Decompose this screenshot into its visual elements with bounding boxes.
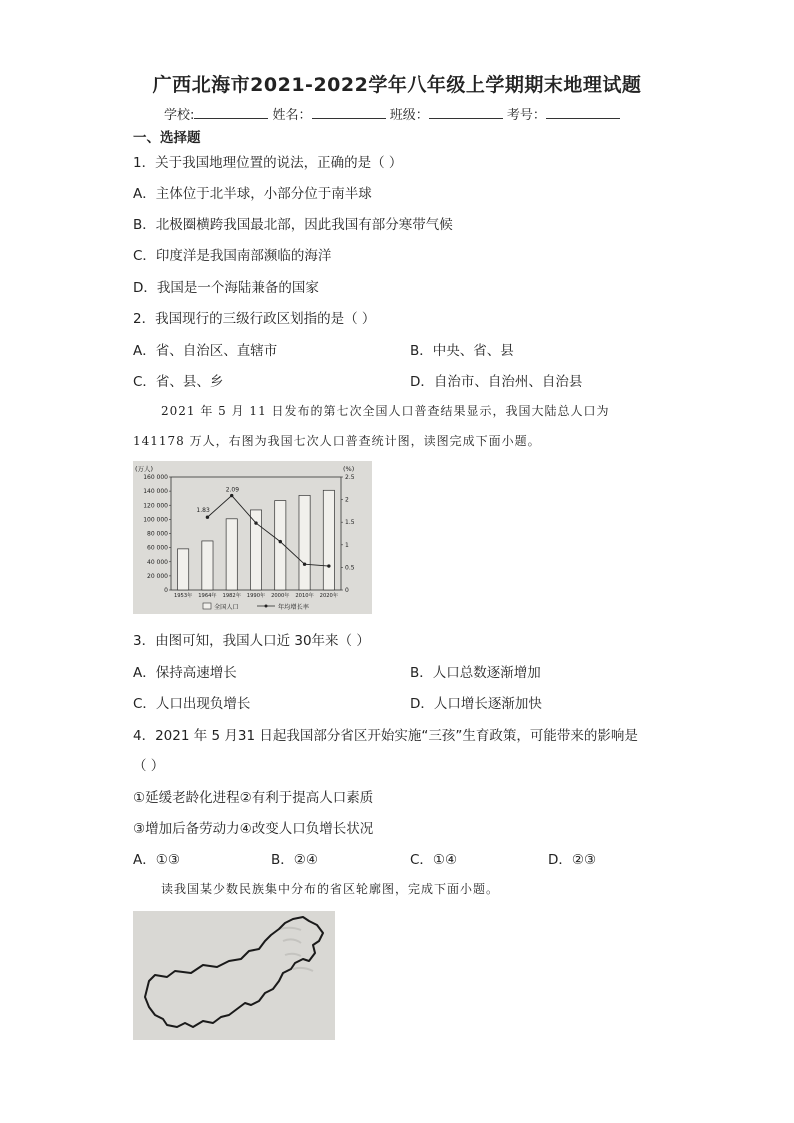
bleed-through-strokes <box>279 928 313 971</box>
q3-option-d[interactable]: D．人口增长逐渐加快 <box>410 696 542 712</box>
y-left-tick-label: 140 000 <box>143 488 168 496</box>
y-right-tick-label: 0.5 <box>345 564 355 572</box>
growth-rate-point <box>206 516 209 519</box>
x-tick-label: 1964年 <box>198 593 217 599</box>
y-left-tick-label: 20 000 <box>147 572 168 580</box>
population-bar <box>323 490 334 590</box>
growth-rate-point <box>254 521 257 524</box>
section-title: 一、选择题 <box>133 130 201 146</box>
q4-option-a[interactable]: A．①③ <box>133 852 180 868</box>
class-label: 班级： <box>389 108 429 123</box>
student-info-line <box>164 104 620 123</box>
name-label: 姓名： <box>272 108 312 123</box>
q4-statements-2: ③增加后备劳动力④改变人口负增长状况 <box>133 821 374 837</box>
y-right-tick-label: 2.5 <box>345 474 355 481</box>
province-outline-map <box>133 911 335 1040</box>
data-label: 1.83 <box>196 507 210 515</box>
y-left-tick-label: 60 000 <box>147 544 168 552</box>
passage1-line2: 141178 万人，右图为我国七次人口普查统计图，读图完成下面小题。 <box>133 434 541 448</box>
class-blank[interactable] <box>429 106 503 119</box>
y-left-tick-label: 100 000 <box>143 516 168 524</box>
legend-label: 年均增长率 <box>278 604 309 611</box>
y-left-tick-label: 160 000 <box>143 474 168 481</box>
q2-option-d[interactable]: D．自治市、自治州、自治县 <box>410 374 583 390</box>
q3-stem: 3．由图可知，我国人口近 30年来（ ） <box>133 633 370 649</box>
y-left-tick-label: 120 000 <box>143 502 168 510</box>
growth-rate-point <box>279 540 282 543</box>
name-blank[interactable] <box>312 106 386 119</box>
y-left-axis-label: (万人) <box>135 465 154 473</box>
q4-option-b[interactable]: B．②④ <box>271 852 318 868</box>
passage1-line1: 2021 年 5 月 11 日发布的第七次全国人口普查结果显示，我国大陆总人口为 <box>161 404 610 418</box>
q3-option-a[interactable]: A．保持高速增长 <box>133 665 237 681</box>
q1-option-c[interactable]: C．印度洋是我国南部濒临的海洋 <box>133 248 332 264</box>
q3-option-c[interactable]: C．人口出现负增长 <box>133 696 251 712</box>
y-left-tick-label: 40 000 <box>147 558 168 566</box>
population-chart <box>133 461 372 614</box>
q4-stem-bracket: （ ） <box>133 758 165 774</box>
y-right-axis-label: (%) <box>343 465 355 473</box>
population-bar <box>299 495 310 590</box>
x-tick-label: 1953年 <box>173 593 193 599</box>
school-blank[interactable] <box>194 106 268 119</box>
q1-stem: 1．关于我国地理位置的说法，正确的是（ ） <box>133 155 403 171</box>
legend-bar-swatch <box>203 603 211 609</box>
x-tick-label: 2020年 <box>319 593 339 599</box>
population-chart-svg <box>133 461 372 614</box>
y-right-tick-label: 0 <box>345 587 349 594</box>
y-left-tick-label: 0 <box>164 587 168 594</box>
data-label: 2.09 <box>225 486 240 494</box>
q4-option-d[interactable]: D．②③ <box>548 852 597 868</box>
growth-rate-point <box>327 564 330 567</box>
q2-option-b[interactable]: B．中央、省、县 <box>410 343 514 359</box>
school-label: 学校: <box>164 108 195 123</box>
passage2: 读我国某少数民族集中分布的省区轮廓图，完成下面小题。 <box>161 882 500 896</box>
number-label: 考号： <box>506 108 546 123</box>
province-outline <box>145 917 323 1027</box>
x-tick-label: 2000年 <box>271 593 290 599</box>
q1-option-d[interactable]: D．我国是一个海陆兼备的国家 <box>133 280 319 296</box>
growth-rate-point <box>303 563 306 566</box>
y-left-tick-label: 80 000 <box>147 530 168 538</box>
x-tick-label: 1982年 <box>222 593 241 599</box>
q3-option-b[interactable]: B．人口总数逐渐增加 <box>410 665 541 681</box>
growth-rate-point <box>230 494 233 497</box>
q4-option-c[interactable]: C．①④ <box>410 852 458 868</box>
province-outline-svg <box>133 911 335 1040</box>
page-title: 广西北海市2021-2022学年八年级上学期期末地理试题 <box>152 74 642 96</box>
q2-option-c[interactable]: C．省、县、乡 <box>133 374 224 390</box>
q4-stem: 4．2021 年 5 月31 日起我国部分省区开始实施“三孩”生育政策，可能带来的影响是 <box>133 728 638 744</box>
legend-line-marker <box>265 605 268 608</box>
population-bar <box>226 519 237 590</box>
population-bar <box>178 549 189 590</box>
population-bar <box>202 541 213 590</box>
growth-rate-line <box>207 496 328 567</box>
x-tick-label: 2010年 <box>295 593 314 599</box>
q1-option-b[interactable]: B．北极圈横跨我国最北部，因此我国有部分寒带气候 <box>133 217 453 233</box>
q1-option-a[interactable]: A．主体位于北半球，小部分位于南半球 <box>133 186 372 202</box>
y-right-tick-label: 2 <box>345 496 349 504</box>
y-right-tick-label: 1.5 <box>345 519 355 527</box>
q2-stem: 2．我国现行的三级行政区划指的是（ ） <box>133 311 376 327</box>
q2-option-a[interactable]: A．省、自治区、直辖市 <box>133 343 278 359</box>
q4-statements-1: ①延缓老龄化进程②有利于提高人口素质 <box>133 790 374 806</box>
y-right-tick-label: 1 <box>345 541 349 549</box>
x-tick-label: 1990年 <box>246 593 266 599</box>
number-blank[interactable] <box>546 106 620 119</box>
legend-label: 全国人口 <box>214 604 239 611</box>
